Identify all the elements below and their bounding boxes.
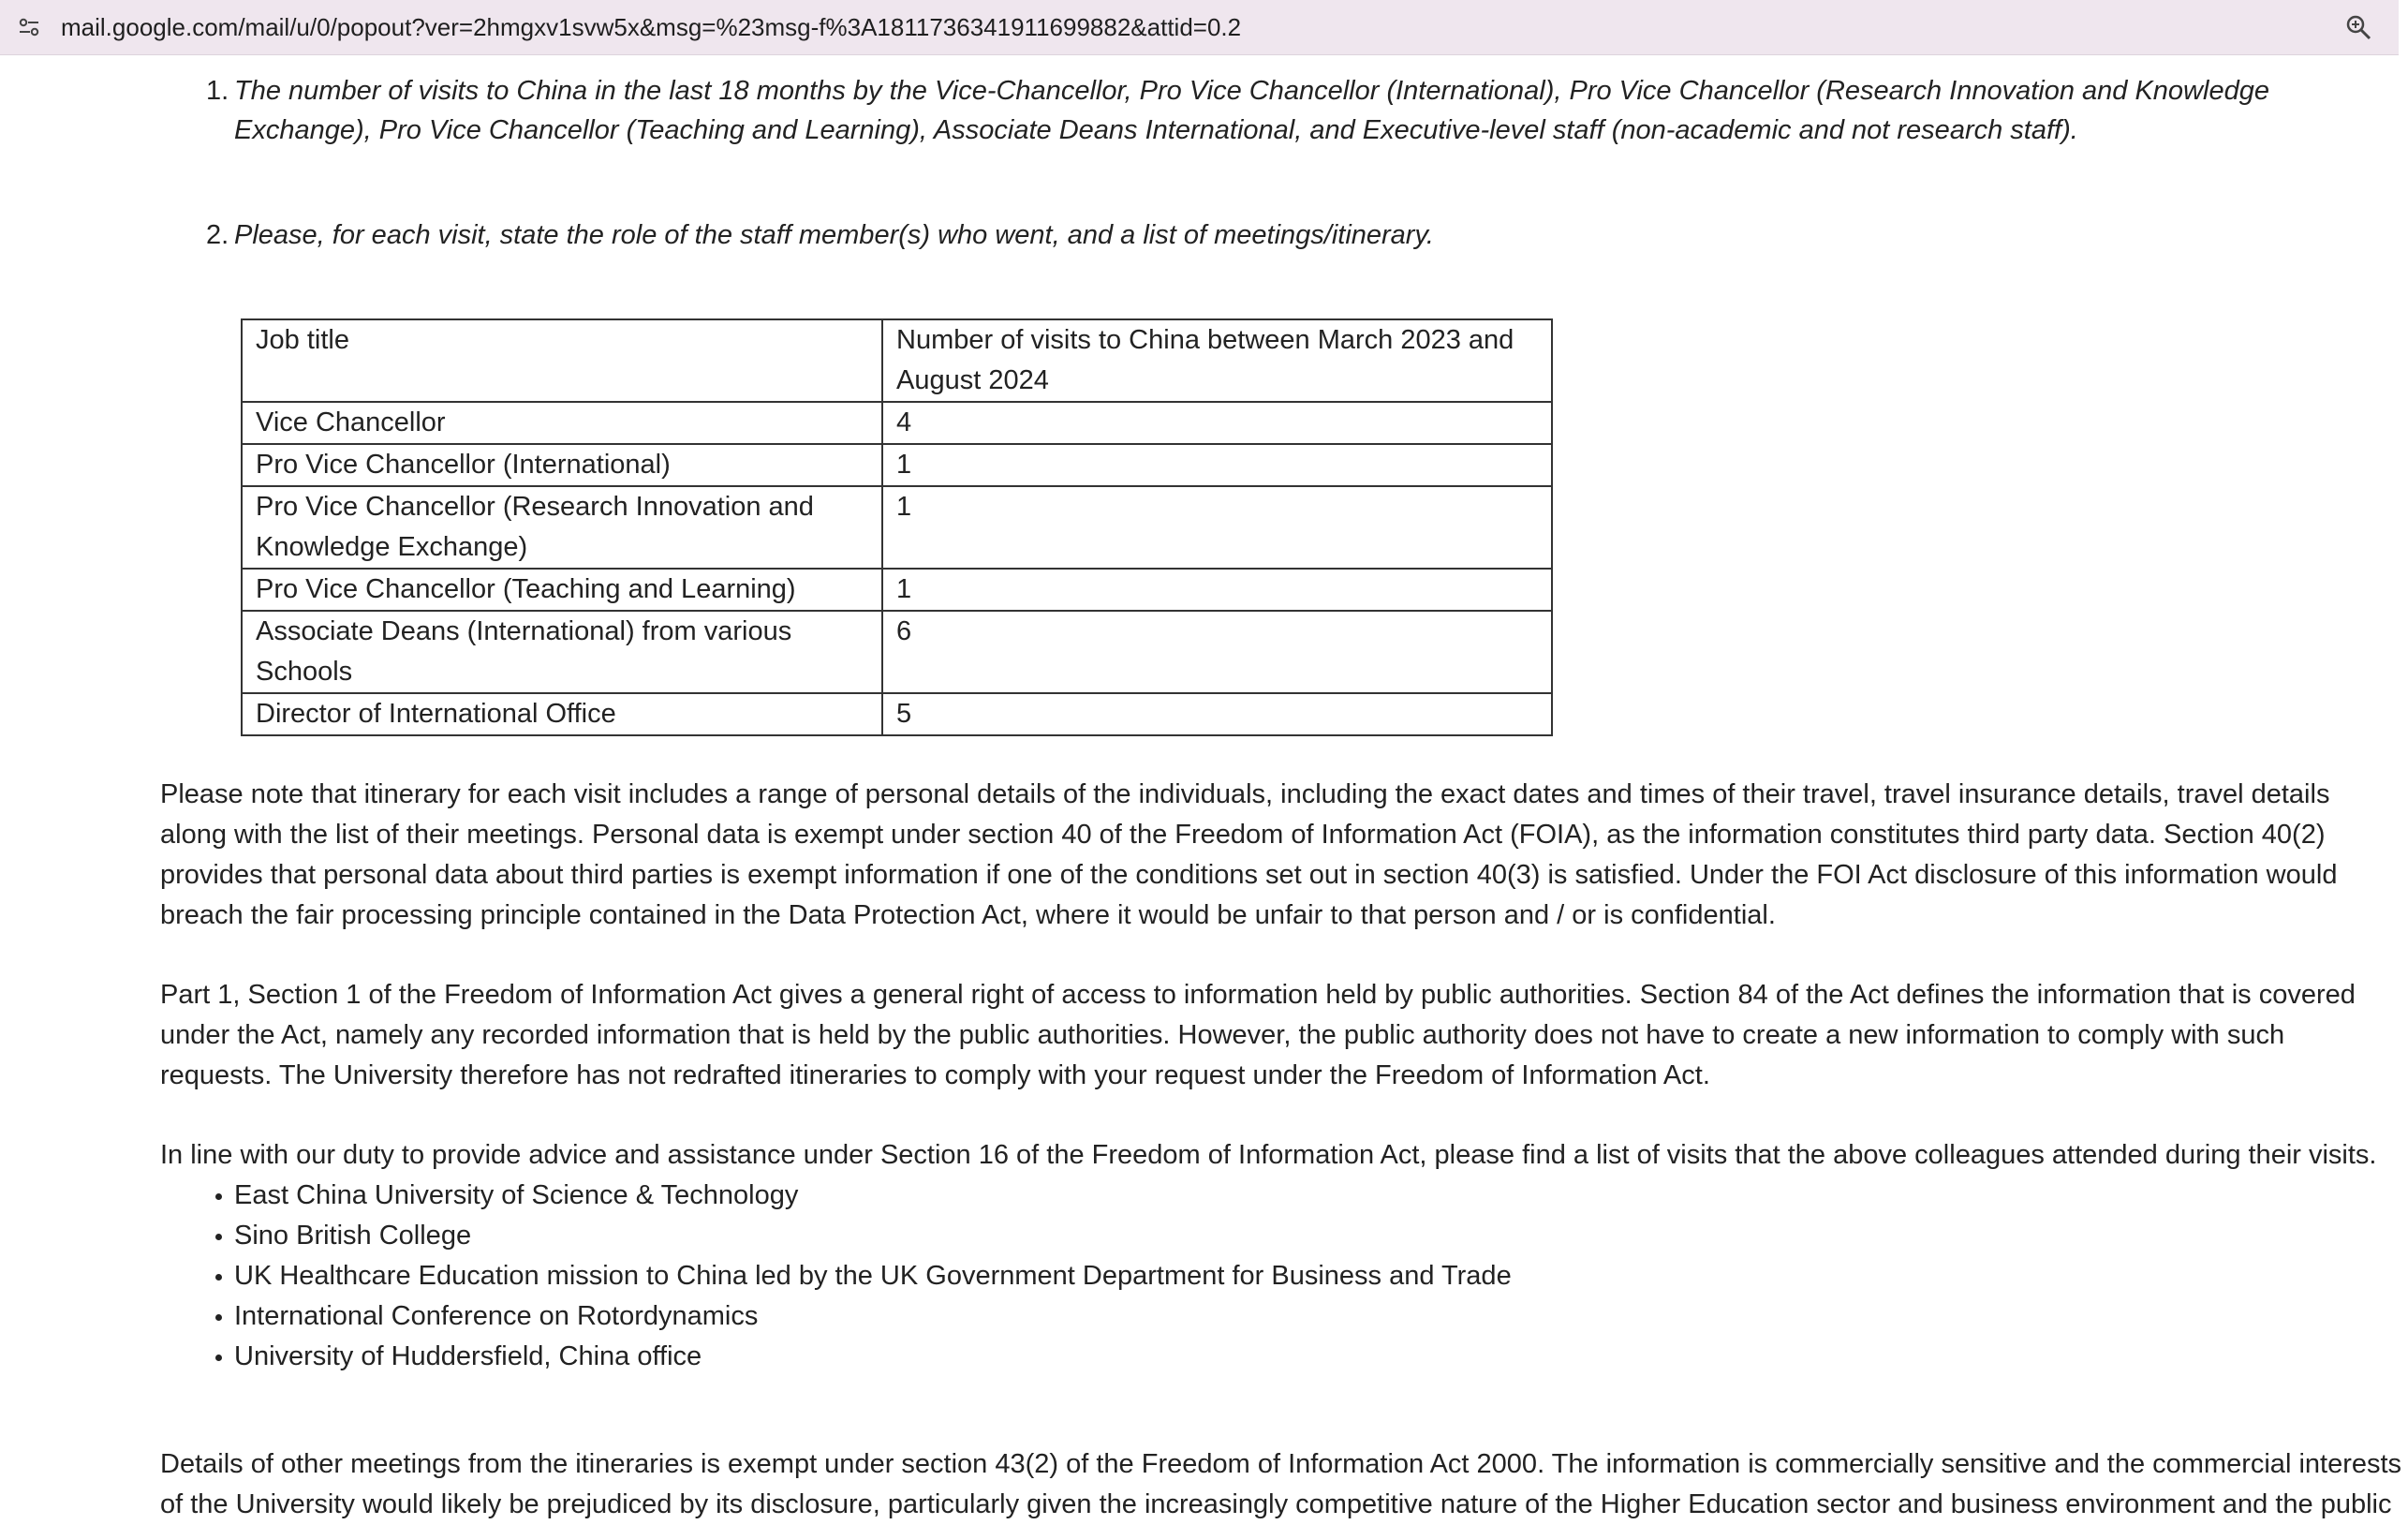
paragraph-personal-data: Please note that itinerary for each visit includes a range of personal details of the individuals, including the exact dates and times of their travel, travel insurance details, travel details along with the list of their meetings. Personal data is exempt under section 40 of the Freedom of Information Act (FOIA), as the information constitutes third party data. Section 40(2) provides that personal data about third parties is exempt information if one of the conditions set out in section 40(3) is satisfied. Under the FOI Act disclosure of this information would breach the fair processing principle contained in the Data Protection Act, where it would be unfair to that person and / or is confidential. <box>160 779 2338 930</box>
tune-icon[interactable] <box>17 15 41 39</box>
table-row <box>242 486 1552 569</box>
table-cell-job-title: Associate Deans (International) from various Schools <box>242 611 882 693</box>
table-cell-visit-count: 1 <box>882 486 1552 569</box>
table-header-cell: Number of visits to China between March 2023 and August 2024 <box>882 319 1552 402</box>
table-cell-job-title: Pro Vice Chancellor (Research Innovation and Knowledge Exchange) <box>242 486 882 569</box>
table-row <box>242 569 1552 611</box>
table-cell-job-title: Director of International Office <box>242 693 882 735</box>
table-cell-visit-count: 1 <box>882 569 1552 611</box>
visits-table <box>241 318 1553 736</box>
table-row <box>242 611 1552 693</box>
table-header-cell: Job title <box>242 319 882 402</box>
table-cell-visit-count: 6 <box>882 611 1552 693</box>
browser-address-bar[interactable] <box>0 0 2399 55</box>
table-cell-job-title: Pro Vice Chancellor (International) <box>242 444 882 486</box>
attachment-document <box>0 55 2402 1519</box>
table-cell-visit-count: 5 <box>882 693 1552 735</box>
table-header-row <box>242 319 1552 402</box>
list-item: University of Huddersfield, China office <box>206 1337 1512 1377</box>
table-cell-job-title: Vice Chancellor <box>242 402 882 444</box>
question-text: The number of visits to China in the last 18 months by the Vice-Chancellor, Pro Vice Chancellor (International), Pro Vice Chancellor (Research Innovation and Knowledge Exchange), Pro Vice Chancellor (Teaching and Learning), Associate Deans International, and Executive-level staff (non-academic and not research staff). <box>234 76 2269 145</box>
visit-list <box>206 1176 1512 1377</box>
list-item: Sino British College <box>206 1216 1512 1256</box>
table-row <box>242 402 1552 444</box>
list-item: International Conference on Rotordynamics <box>206 1296 1512 1337</box>
table-row <box>242 693 1552 735</box>
url-text[interactable]: mail.google.com/mail/u/0/popout?ver=2hmgxv1svw5x&msg=%23msg-f%3A1811736341911699882&attid=0.2 <box>61 13 1242 41</box>
zoom-in-icon[interactable] <box>2344 13 2372 41</box>
question-text: Please, for each visit, state the role of the staff member(s) who went, and a list of meetings/itinerary. <box>234 220 1434 250</box>
question-item <box>206 71 2313 150</box>
table-cell-visit-count: 4 <box>882 402 1552 444</box>
paragraph-commercial-exemption: Details of other meetings from the itineraries is exempt under section 43(2) of the Freedom of Information Act 2000. The information is commercially sensitive and the commercial interests of the University would likely be prejudiced by its disclosure, particularly given the increasingly competitive nature of the Higher Education sector and business environment and the public <box>160 1449 2402 1519</box>
paragraph-right-of-access: Part 1, Section 1 of the Freedom of Information Act gives a general right of access to information held by public authorities. Section 84 of the Act defines the information that is covered under the Act, namely any recorded information that is held by the public authorities. However, the public authority does not have to create a new information to comply with such requests. The University therefore has not redrafted itineraries to comply with your request under the Freedom of Information Act. <box>160 980 2356 1090</box>
question-number: 2. <box>206 220 229 250</box>
table-cell-visit-count: 1 <box>882 444 1552 486</box>
table-row <box>242 444 1552 486</box>
question-number: 1. <box>206 76 229 106</box>
question-item <box>206 215 2313 255</box>
list-item: UK Healthcare Education mission to China led by the UK Government Department for Business and Trade <box>206 1256 1512 1296</box>
list-item: East China University of Science & Technology <box>206 1176 1512 1216</box>
paragraph-advice-assistance: In line with our duty to provide advice and assistance under Section 16 of the Freedom of Information Act, please find a list of visits that the above colleagues attended during their visits. <box>160 1140 2377 1170</box>
table-cell-job-title: Pro Vice Chancellor (Teaching and Learning) <box>242 569 882 611</box>
